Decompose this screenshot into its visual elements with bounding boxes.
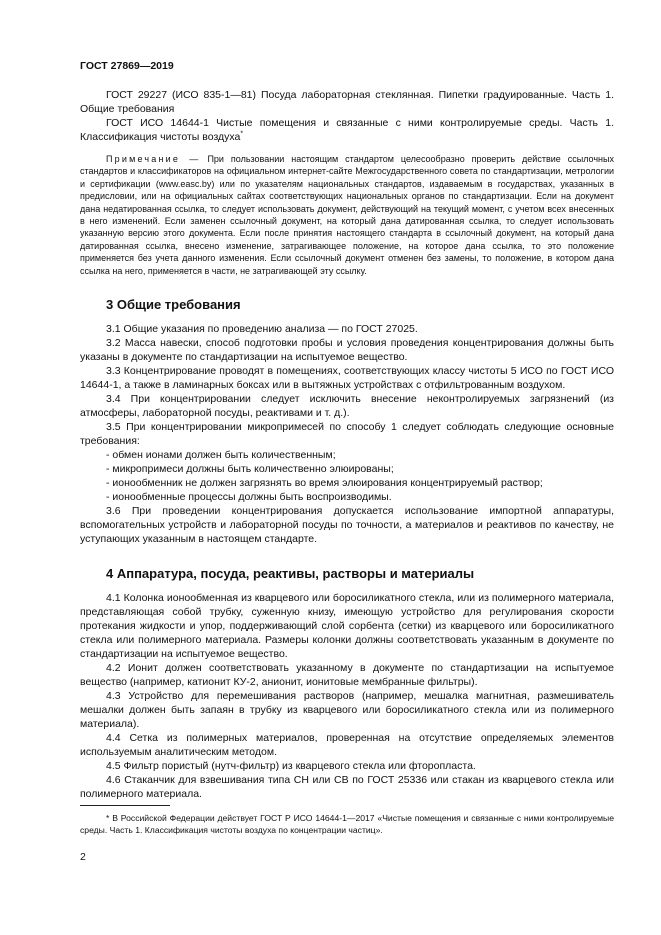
page-number: 2: [80, 851, 86, 863]
footnote-mark: *: [106, 813, 110, 823]
reference-gost-29227: ГОСТ 29227 (ИСО 835-1—81) Посуда лабораторная стеклянная. Пипетки градуированные. Часть 1. Общие требования: [80, 89, 614, 115]
clause-3-3: 3.3 Концентрирование проводят в помещениях, соответствующих классу чистоты 5 ИСО по ГОСТ ИСО 14644-1, а также в ламинарных боксах или в вытяжных устройствах с отфильтрованным воздухом.: [80, 365, 614, 392]
clause-4-1: 4.1 Колонка ионообменная из кварцевого или боросиликатного стекла, или из полимерного материала, представляющая собой трубку, суженную книзу, имеющую устройство для регулирования скорости протекания жидкости и упор, поддерживающий слой сорбента (сетки) из кварцевого или боросиликатного стекла или полимерного материала. Размеры колонки должны соответствовать указанным в документе по стандартизации на испытуемое вещество.: [80, 592, 614, 661]
reference-gost-iso-14644-1: [80, 116, 614, 144]
note-paragraph: [80, 153, 614, 277]
footnote-divider: [80, 805, 170, 806]
page-body: [80, 88, 614, 801]
clause-3-6: 3.6 При проведении концентрирования допускается использование импортной аппаратуры, вспомогательных устройств и лабораторной посуды по точности, а материалов и реактивов по качеству, не уступающих указанным в настоящем стандарте.: [80, 505, 614, 546]
clause-4-3: 4.3 Устройство для перемешивания растворов (например, мешалка магнитная, размешиватель мешалки должен быть запаян в трубку из кварцевого или боросиликатного стекла или из полимерного материала).: [80, 690, 614, 731]
footnote-text: В Российской Федерации действует ГОСТ Р ИСО 14644-1—2017 «Чистые помещения и связанные с ними контролируемые среды. Часть 1. Классификация чистоты воздуха по концентрации частиц».: [80, 813, 614, 835]
list-item: - микропримеси должны быть количественно элюированы;: [106, 463, 394, 476]
list-item: - ионообменные процессы должны быть воспроизводимы.: [106, 491, 392, 504]
footnote-marker: *: [240, 130, 244, 138]
note-label: Примечание —: [106, 154, 201, 164]
clause-4-5: 4.5 Фильтр пористый (нутч-фильтр) из кварцевого стекла или фторопласта.: [106, 760, 476, 773]
list-item: - ионообменник не должен загрязнять во время элюирования концентрируемый раствор;: [106, 477, 543, 490]
clause-4-6: 4.6 Стаканчик для взвешивания типа СН или СВ по ГОСТ 25336 или стакан из кварцевого стекла или полимерного материала.: [80, 774, 614, 801]
clause-4-4: 4.4 Сетка из полимерных материалов, проверенная на отсутствие определяемых элементов используемым аналитическим методом.: [80, 732, 614, 759]
clause-3-4: 3.4 При концентрировании следует исключить внесение неконтролируемых загрязнений (из атмосферы, лабораторной посуды, реактивами и т. д.).: [80, 393, 614, 420]
note-text: При пользовании настоящим стандартом целесообразно проверить действие ссылочных стандартов и классификаторов на официальном интернет-сайте Межгосударственного совета по стандартизации, метрологии и сертификации (www.easc.by) или по указателям национальных стандартов, издаваемым в государствах, указанных в предисловии, или на официальных сайтах соответствующих национальных органов по стандартизации. Если на документ дана недатированная ссылка, то следует использовать документ, действующий на текущий момент, с учетом всех внесенных в него изменений. Если заменен ссылочный документ, на который дана датированная ссылка, то следует использовать указанную версию этого документа. Если после принятия настоящего стандарта в ссылочный документ, на который дана датированная ссылка, внесено изменение, затрагивающее положение, на которое дана ссылка, то это положение применяется без учета данного изменения. Если ссылочный документ отменен без замены, то положение, в котором дана ссылка на него, применяется в части, не затрагивающей эту ссылку.: [80, 154, 614, 276]
list-item: - обмен ионами должен быть количественным;: [106, 449, 336, 462]
clause-3-2: 3.2 Масса навески, способ подготовки пробы и условия проведения концентрирования должны быть указаны в документе по стандартизации на испытуемое вещество.: [80, 337, 614, 364]
clause-3-5: 3.5 При концентрировании микропримесей по способу 1 следует соблюдать следующие основные требования:: [80, 421, 614, 448]
section-3-heading: 3 Общие требования: [106, 297, 241, 313]
section-4-heading: 4 Аппаратура, посуда, реактивы, растворы и материалы: [106, 566, 475, 582]
reference-text: ГОСТ ИСО 14644-1 Чистые помещения и связанные с ними контролируемые среды. Часть 1. Классификация чистоты воздуха: [80, 117, 614, 143]
clause-3-1: 3.1 Общие указания по проведению анализа — по ГОСТ 27025.: [106, 323, 418, 336]
clause-4-2: 4.2 Ионит должен соответствовать указанному в документе по стандартизации на испытуемое вещество (например, катионит КУ-2, анионит, ионитовые мембранные фильтры).: [80, 662, 614, 689]
document-code-header: ГОСТ 27869—2019: [80, 60, 174, 72]
footnote: [80, 812, 614, 836]
